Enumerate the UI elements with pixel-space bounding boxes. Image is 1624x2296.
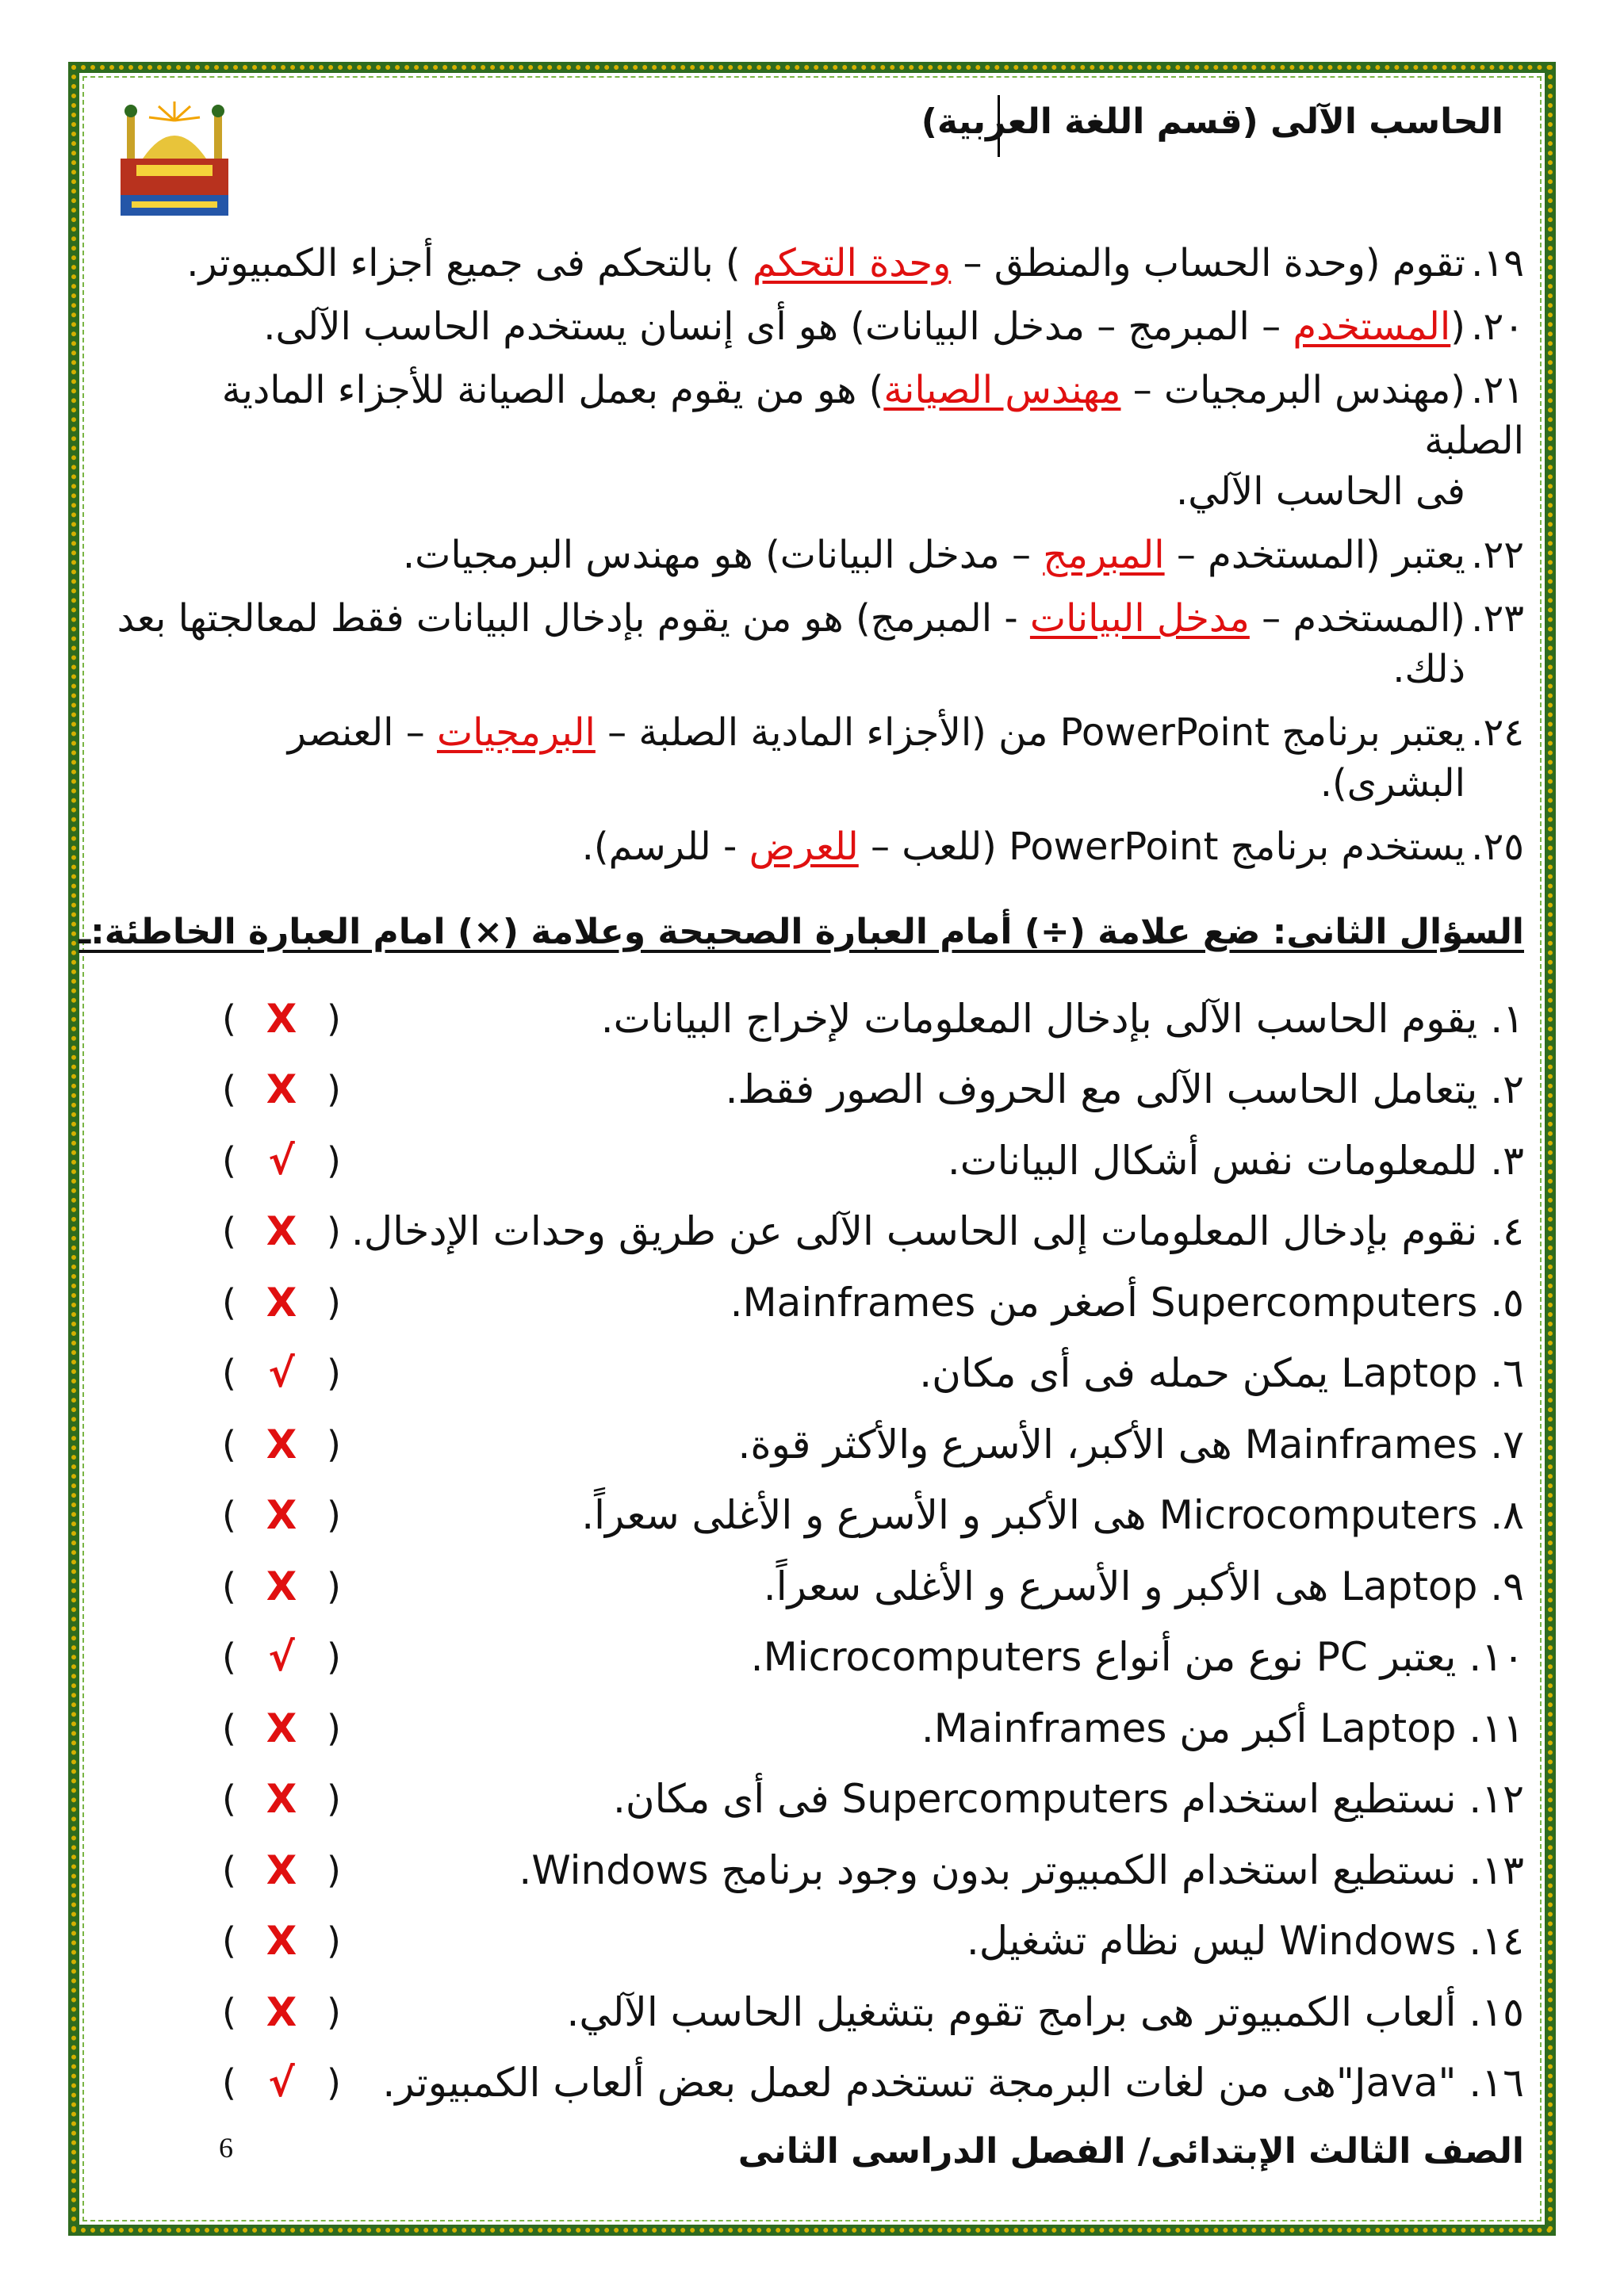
paren-open: ( [222, 997, 236, 1040]
cross-mark: X [266, 1208, 297, 1255]
tf-statement [519, 1846, 1524, 1894]
paren-close: ) [327, 997, 341, 1040]
tf-row [222, 1551, 1524, 1622]
question-text: يستخدم برنامج PowerPoint (للعب – [858, 825, 1465, 869]
statement-number: ٢. [1477, 1066, 1524, 1113]
page-number: 6 [219, 2132, 233, 2164]
question-text: – العنصر [287, 710, 437, 755]
check-mark: √ [268, 1137, 295, 1184]
statement-number: ١١. [1456, 1705, 1524, 1751]
question-answer: المبرمج [1043, 533, 1165, 577]
answer-mark [222, 1350, 341, 1396]
tf-statement [567, 1988, 1525, 2036]
mcq-question [111, 821, 1524, 872]
answer-mark [222, 1776, 341, 1822]
paren-open: ( [222, 1138, 236, 1182]
question-answer: البرمجيات [436, 710, 596, 755]
tf-row [222, 1976, 1524, 2048]
paren-close: ) [327, 1280, 341, 1324]
statement-text: يتعامل الحاسب الآلى مع الحروف الصور فقط. [725, 1066, 1478, 1113]
statement-text: Laptop هى الأكبر و الأسرع و الأغلى سعراً. [763, 1563, 1478, 1609]
paren-close: ) [327, 1210, 341, 1253]
paren-open: ( [222, 1352, 236, 1395]
statement-number: ٨. [1477, 1492, 1524, 1539]
paren-open: ( [222, 1564, 236, 1608]
question-text: – المبرمج – مدخل البيانات) هو أى إنسان يستخدم الحاسب الآلى. [263, 304, 1293, 349]
paren-close: ) [327, 2061, 341, 2105]
cross-mark: X [266, 1988, 297, 2035]
question-text: ) بالتحكم فى جميع أجزاء الكمبيوتر. [186, 241, 753, 285]
statement-text: نستطيع استخدام الكمبيوتر بدون وجود برنامج Windows. [519, 1846, 1457, 1893]
statement-text: نقوم بإدخال المعلومات إلى الحاسب الآلى عن طريق وحدات الإدخال. [350, 1208, 1478, 1255]
paren-open: ( [222, 1706, 236, 1750]
tf-statement [738, 1421, 1524, 1468]
question-number: ٢٢. [1471, 533, 1524, 577]
question-text: - للرسم). [581, 825, 749, 869]
question-text: ) هو من يقوم بعمل الصيانة للأجزاء المادية الصلبة [221, 368, 1524, 463]
statement-text: Mainframes هى الأكبر، الأسرع والأكثر قوة. [737, 1421, 1478, 1468]
answer-mark [222, 1280, 341, 1326]
paren-close: ) [327, 1138, 341, 1182]
paren-open: ( [222, 1210, 236, 1253]
paren-close: ) [327, 1352, 341, 1395]
paren-open: ( [222, 2061, 236, 2105]
statement-number: ١٢. [1456, 1776, 1524, 1823]
tf-row [222, 1906, 1524, 1977]
paren-close: ) [327, 1636, 341, 1679]
question-continuation: البشرى). [1320, 761, 1465, 806]
paren-close: ) [327, 1848, 341, 1892]
mcq-question [111, 593, 1524, 695]
section-two-title: السؤال الثانى: ضع علامة (÷) أمام العبارة الصحيحة وعلامة (×) امام العبارة الخاطئة:ـ [79, 912, 1524, 952]
question-text: ( [1450, 304, 1465, 349]
tf-row [222, 1125, 1524, 1196]
question-number: ٢٣. [1471, 596, 1524, 641]
paren-close: ) [327, 1494, 341, 1537]
paren-open: ( [222, 1422, 236, 1466]
statement-number: ١٣. [1456, 1846, 1524, 1893]
tf-row [222, 1054, 1524, 1126]
tf-statement [919, 1349, 1524, 1397]
mcq-list [111, 238, 1524, 885]
statement-number: ١٥. [1456, 1988, 1524, 2035]
paren-close: ) [327, 1068, 341, 1112]
statement-text: يقوم الحاسب الآلى بإدخال المعلومات لإخراج البيانات. [600, 995, 1478, 1042]
tf-statement [751, 1633, 1524, 1681]
paren-open: ( [222, 1636, 236, 1679]
tf-row [222, 1764, 1524, 1835]
question-answer: للعرض [749, 825, 859, 869]
cross-mark: X [266, 1705, 297, 1751]
tf-row [222, 2048, 1524, 2119]
answer-mark [222, 1208, 341, 1254]
tf-statement [351, 1207, 1524, 1255]
tf-statement [764, 1563, 1524, 1610]
statement-text: Windows ليس نظام تشغيل. [966, 1918, 1457, 1965]
question-number: ٢١. [1471, 368, 1524, 412]
answer-mark [222, 1918, 341, 1964]
mcq-question [111, 530, 1524, 580]
paren-close: ) [327, 1564, 341, 1608]
question-continuation: فى الحاسب الآلي. [1176, 469, 1465, 514]
paren-close: ) [327, 1919, 341, 1963]
mcq-question [111, 365, 1524, 517]
statement-number: ٥. [1477, 1279, 1524, 1326]
tf-statement [921, 1705, 1524, 1752]
paren-open: ( [222, 1068, 236, 1112]
tf-statement [726, 1066, 1524, 1113]
tf-statement [613, 1775, 1524, 1823]
question-answer: مهندس الصيانة [883, 368, 1121, 412]
question-text: يعتبر برنامج PowerPoint من (الأجزاء المادية الصلبة – [595, 710, 1465, 755]
paren-open: ( [222, 1848, 236, 1892]
answer-mark [222, 1989, 341, 2035]
tf-statement [382, 2059, 1524, 2107]
cross-mark: X [266, 1421, 297, 1468]
tf-row [222, 1835, 1524, 1906]
statement-number: ١٦. [1456, 2060, 1524, 2107]
check-mark: √ [268, 1634, 295, 1681]
answer-mark [222, 1066, 341, 1112]
paren-close: ) [327, 1990, 341, 2034]
answer-mark [222, 1634, 341, 1680]
cross-mark: X [266, 1066, 297, 1113]
statement-text: يعتبر PC نوع من أنواع Microcomputers. [750, 1634, 1457, 1681]
cross-mark: X [266, 1776, 297, 1823]
statement-text: للمعلومات نفس أشكال البيانات. [947, 1137, 1478, 1184]
question-number: ٢٥. [1471, 825, 1524, 869]
question-number: ٢٠. [1471, 304, 1524, 349]
statement-number: ٤. [1477, 1208, 1524, 1255]
question-number: ٢٤. [1471, 710, 1524, 755]
question-text: (المستخدم – [1249, 596, 1465, 641]
question-text: – مدخل البيانات) هو مهندس البرمجيات. [402, 533, 1044, 577]
paren-open: ( [222, 1777, 236, 1821]
tf-row [222, 1267, 1524, 1338]
question-text: - المبرمج) هو من يقوم بإدخال البيانات فقط لمعالجتها بعد [117, 596, 1030, 641]
answer-mark [222, 996, 341, 1042]
paren-close: ) [327, 1422, 341, 1466]
page-header-title: الحاسب الآلى (قسم اللغة العربية) [921, 101, 1503, 142]
statement-text: Microcomputers هى الأكبر و الأسرع و الأغلى سعراً. [581, 1492, 1478, 1539]
answer-mark [222, 1138, 341, 1184]
tf-statement [948, 1137, 1524, 1184]
paren-open: ( [222, 1494, 236, 1537]
tf-statement [581, 1491, 1524, 1539]
statement-text: ألعاب الكمبيوتر هى برامج تقوم بتشغيل الحاسب الآلي. [566, 1988, 1457, 2035]
answer-mark [222, 1563, 341, 1609]
cross-mark: X [266, 1918, 297, 1965]
statement-text: Laptop يمكن حمله فى أى مكان. [919, 1350, 1478, 1397]
cross-mark: X [266, 1492, 297, 1539]
mcq-question [111, 238, 1524, 289]
statement-number: ٦. [1477, 1350, 1524, 1397]
question-text: تقوم (وحدة الحساب والمنطق – [951, 241, 1465, 285]
statement-number: ٣. [1477, 1137, 1524, 1184]
tf-row [222, 1480, 1524, 1552]
tf-statement [967, 1917, 1524, 1965]
question-number: ١٩. [1471, 241, 1524, 285]
statement-text: "Java"هى من لغات البرمجة تستخدم لعمل بعض ألعاب الكمبيوتر. [382, 2060, 1457, 2107]
mcq-question [111, 301, 1524, 352]
cross-mark: X [266, 995, 297, 1042]
statement-number: ١٠. [1456, 1634, 1524, 1681]
statement-number: ٩. [1477, 1563, 1524, 1609]
tf-statement [730, 1279, 1524, 1326]
statement-number: ١٤. [1456, 1918, 1524, 1965]
question-answer: مدخل البيانات [1029, 596, 1250, 641]
question-answer: وحدة التحكم [752, 241, 952, 285]
tf-statement [601, 995, 1524, 1043]
answer-mark [222, 2060, 341, 2106]
statement-number: ٧. [1477, 1421, 1524, 1468]
question-answer: المستخدم [1293, 304, 1451, 349]
statement-text: Laptop أكبر من Mainframes. [921, 1705, 1457, 1751]
tf-row [222, 1622, 1524, 1693]
mcq-question [111, 707, 1524, 809]
answer-mark [222, 1847, 341, 1893]
cross-mark: X [266, 1846, 297, 1893]
cross-mark: X [266, 1279, 297, 1326]
school-logo [113, 97, 236, 225]
tf-row [222, 983, 1524, 1054]
answer-mark [222, 1422, 341, 1468]
paren-open: ( [222, 1919, 236, 1963]
cross-mark: X [266, 1563, 297, 1609]
question-continuation: ذلك. [1392, 647, 1465, 691]
paren-open: ( [222, 1990, 236, 2034]
check-mark: √ [268, 1350, 295, 1397]
check-mark: √ [268, 2060, 295, 2107]
tf-row [222, 1338, 1524, 1410]
tf-row [222, 1693, 1524, 1764]
paren-close: ) [327, 1706, 341, 1750]
statement-text: نستطيع استخدام Supercomputers فى أى مكان. [613, 1776, 1457, 1823]
tf-row [222, 1196, 1524, 1268]
answer-mark [222, 1492, 341, 1538]
answer-mark [222, 1705, 341, 1751]
statement-text: Supercomputers أصغر من Mainframes. [730, 1279, 1478, 1326]
question-text: يعتبر (المستخدم – [1164, 533, 1465, 577]
statement-number: ١. [1477, 995, 1524, 1042]
question-text: (مهندس البرمجيات – [1120, 368, 1465, 412]
true-false-list [222, 983, 1524, 2118]
footer-grade-title: الصف الثالث الإبتدائى/ الفصل الدراسى الثانى [737, 2131, 1524, 2172]
paren-close: ) [327, 1777, 341, 1821]
paren-open: ( [222, 1280, 236, 1324]
tf-row [222, 1409, 1524, 1480]
